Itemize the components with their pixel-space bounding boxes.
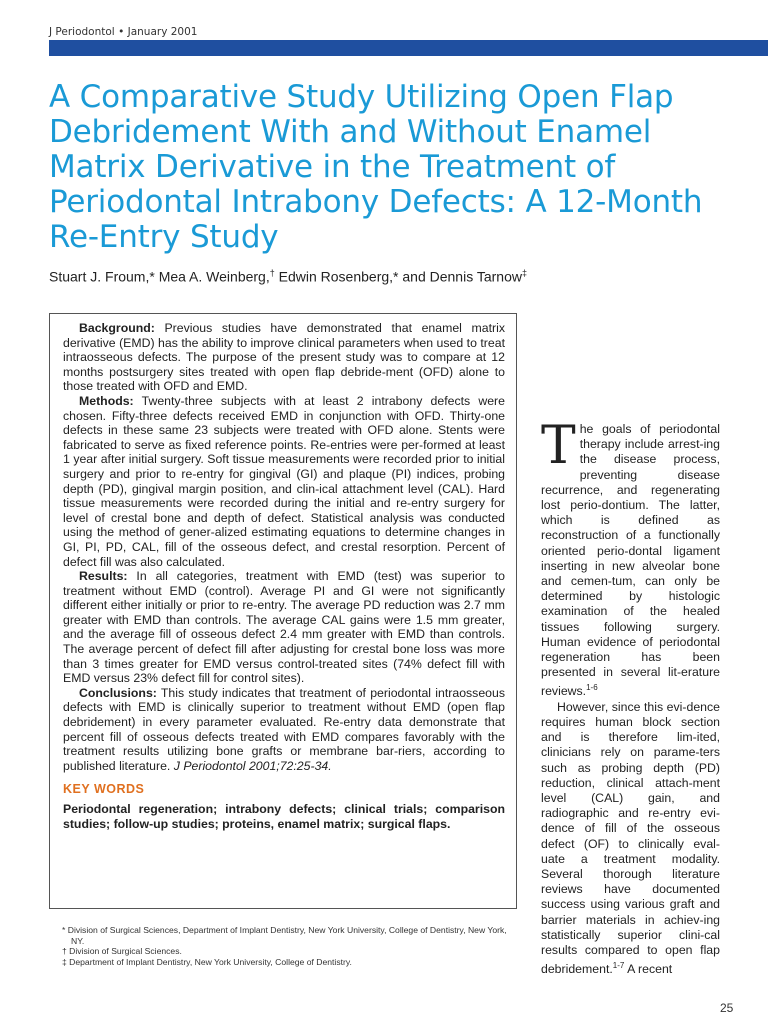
conclusions-label: Conclusions: bbox=[79, 685, 157, 700]
drop-cap: T bbox=[541, 416, 576, 476]
footnote: † Division of Surgical Sciences. bbox=[62, 946, 182, 956]
conclusions-text: This study indicates that treatment of periodontal intraosseous defects with EMD is clinically superior to treatment without EMD (open flap debridement) in every parameter evaluated. Re-entry data demonstrate that percent fill of osseous defects treated with EMD compares favorably with the treatment results utilizing bone grafts or membrane bar-riers, according to published literature. bbox=[63, 685, 505, 773]
author-rosenberg-tarnow: Edwin Rosenberg,* and Dennis Tarnow bbox=[274, 268, 522, 285]
keywords-heading: KEY WORDS bbox=[63, 782, 145, 797]
abstract-results bbox=[63, 569, 505, 686]
abstract bbox=[63, 321, 505, 831]
footnote: ‡ Department of Implant Dentistry, New York University, College of Dentistry. bbox=[62, 956, 352, 967]
page-number: 25 bbox=[720, 1001, 734, 1015]
running-header bbox=[49, 26, 197, 38]
paragraph-text-end: A recent bbox=[624, 962, 673, 977]
author-froum: Stuart J. Froum,* bbox=[49, 268, 159, 285]
results-label: Results: bbox=[79, 569, 128, 584]
abstract-methods bbox=[63, 394, 505, 569]
paragraph-text: he goals of periodontal therapy include arrest-ing the disease process, preventing disease recurrence, and regenerating lost perio-dontium. The latter, which is defined as reconstruction of a functionally oriented perio-dontal ligament inserting in new alveolar bone and cemen-tum, can only be determined by histologic examination of the healed tissues following surgery. Human evidence of periodontal regeneration has been presented in several lit-erature reviews. bbox=[541, 422, 720, 699]
footnotes bbox=[62, 925, 522, 967]
article-title: A Comparative Study Utilizing Open Flap Debridement With and Without Enamel Matrix Derivative in the Treatment of Periodontal Intrabony Defects: A 12-Month Re-Entry Study bbox=[49, 79, 703, 255]
methods-text: Twenty-three subjects with at least 2 intrabony defects were chosen. Fifty-three defects received EMD in conjunction with OFD. Thirty-one defects in these same 23 subjects were treated with OFD alone. Stents were fabricated to serve as fixed reference points. Re-entries were per-formed at least 1 year after initial surgery. Soft tissue measurements were recorded prior to initial surgery and prior to re-entry for gingival (GI) and plaque (PI) indices, probing depth (PD), gingival margin position, and clin-ical attachment level (CAL). Hard tissue measurements were recorded during the initial and re-entry surgery for level of crestal bone and depth of defect. Statistical analysis was conducted using the method of gener-alized estimating equations to determine changes in GI, PI, PD, CAL, fill of the osseous defect, and crestal resorption. Percent of defect fill was also calculated. bbox=[63, 393, 505, 569]
body-text-column bbox=[541, 416, 720, 978]
footnote: * Division of Surgical Sciences, Department of Implant Dentistry, New York University, College of Dentistry, New York, NY. bbox=[62, 925, 507, 946]
body-paragraph bbox=[541, 700, 720, 978]
double-dagger-mark: ‡ bbox=[521, 268, 527, 278]
results-text: In all categories, treatment with EMD (test) was superior to treatment without EMD (control). Average PI and GI were not significantly different either initially or prior to re-entry. The average PD reduction was 2.7 mm greater with EMD than controls. The average CAL gains were 1.5 mm greater, and the average fill of osseous defect 2.4 mm greater with EMD than controls. The average percent of defect fill after adjusting for crestal bone loss was more than 3 times greater for EMD versus control-treated sites (74% defect fill with EMD versus 23% defect fill for control sites). bbox=[63, 569, 505, 686]
citation: J Periodontol 2001;72:25-34. bbox=[173, 758, 332, 773]
issue-date: January 2001 bbox=[127, 26, 198, 38]
reference-mark: 1-6 bbox=[586, 683, 598, 693]
reference-mark: 1-7 bbox=[612, 961, 625, 971]
dagger-mark: † bbox=[269, 268, 275, 278]
abstract-conclusions bbox=[63, 686, 505, 774]
background-text: Previous studies have demonstrated that enamel matrix derivative (EMD) has the ability to improve clinical parameters when used to treat intraosseous defects. The purpose of the present study was to compare at 12 months postsurgery sites treated with open flap debride-ment (OFD) alone to those treated with OFD and EMD. bbox=[63, 321, 505, 394]
header-bullet: • bbox=[118, 26, 125, 38]
author-list bbox=[49, 268, 527, 285]
journal-name: J Periodontol bbox=[49, 26, 115, 38]
header-bar bbox=[49, 40, 768, 56]
methods-label: Methods: bbox=[79, 393, 134, 408]
body-paragraph bbox=[541, 416, 720, 700]
abstract-background bbox=[63, 321, 505, 394]
author-weinberg: Mea A. Weinberg, bbox=[158, 268, 270, 285]
paragraph-text: However, since this evi-dence requires human block section and is therefore lim-ited, clinicians rely on parame-ters such as probing depth (PD) reduction, clinical attach-ment level (CAL) gain, and radiographic and re-entry evi-dence of fill of the osseous defect (OF) to clinically eval-uate a treatment modality. Several thorough literature reviews have documented success using various graft and barrier materials in achiev-ing statistically superior clini-cal results compared to open flap debridement. bbox=[541, 699, 720, 977]
keywords-text: Periodontal regeneration; intrabony defects; clinical trials; comparison studies; follow-up studies; proteins, enamel matrix; surgical flaps. bbox=[63, 802, 505, 831]
background-label: Background: bbox=[79, 321, 155, 335]
